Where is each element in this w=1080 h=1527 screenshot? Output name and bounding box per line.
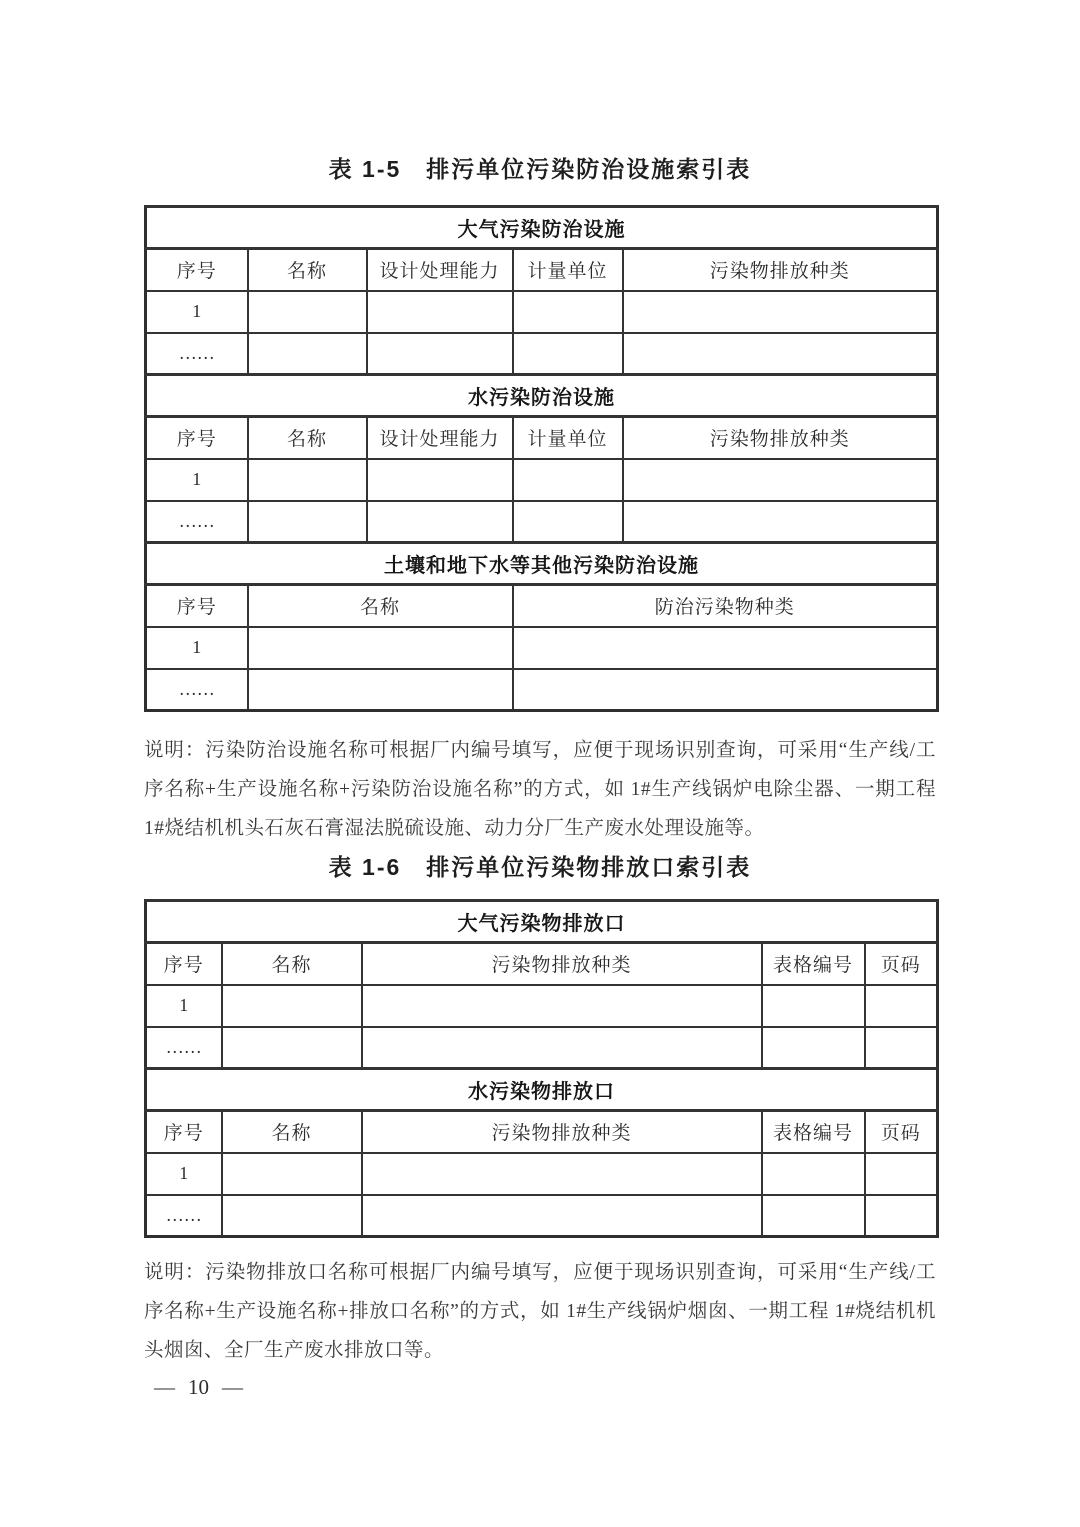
table-row <box>146 207 938 249</box>
table-row <box>146 985 938 1027</box>
empty-cell <box>865 985 938 1027</box>
section-header-soil-groundwater-facilities: 土壤和地下水等其他污染防治设施 <box>146 543 938 585</box>
empty-cell <box>222 1195 362 1237</box>
table-row <box>146 333 938 375</box>
row-index-cell: 1 <box>146 627 248 669</box>
table-row <box>146 627 938 669</box>
table-row <box>146 1111 938 1153</box>
empty-cell <box>623 291 938 333</box>
table-row <box>146 943 938 985</box>
empty-cell <box>362 1195 762 1237</box>
pollution-control-facility-index-table <box>144 205 939 712</box>
col-header-name: 名称 <box>222 1111 362 1153</box>
col-header-pollutant-type: 污染物排放种类 <box>362 943 762 985</box>
page-footer <box>154 1375 243 1400</box>
empty-cell <box>762 1153 865 1195</box>
col-header-seq: 序号 <box>146 943 222 985</box>
empty-cell <box>222 1027 362 1069</box>
table-row <box>146 459 938 501</box>
table-row <box>146 1069 938 1111</box>
empty-cell <box>865 1153 938 1195</box>
col-header-design-capacity: 设计处理能力 <box>367 249 513 291</box>
row-index-cell: 1 <box>146 985 222 1027</box>
empty-cell <box>367 333 513 375</box>
row-index-cell: …… <box>146 501 248 543</box>
col-header-name: 名称 <box>248 417 367 459</box>
col-header-name: 名称 <box>248 249 367 291</box>
empty-cell <box>623 501 938 543</box>
table-1-6-title: 表 1-6 排污单位污染物排放口索引表 <box>328 854 752 880</box>
col-header-page-number: 页码 <box>865 943 938 985</box>
col-header-name: 名称 <box>222 943 362 985</box>
col-header-pollutant-type: 污染物排放种类 <box>623 417 938 459</box>
empty-cell <box>248 501 367 543</box>
empty-cell <box>362 1027 762 1069</box>
col-header-prevented-pollutant-type: 防治污染物种类 <box>513 585 938 627</box>
empty-cell <box>367 501 513 543</box>
footer-dash-right: — <box>222 1375 243 1399</box>
table-row <box>146 417 938 459</box>
table-row <box>146 669 938 711</box>
empty-cell <box>513 459 623 501</box>
col-header-table-number: 表格编号 <box>762 943 865 985</box>
col-header-unit: 计量单位 <box>513 417 623 459</box>
empty-cell <box>222 1153 362 1195</box>
empty-cell <box>248 291 367 333</box>
row-index-cell: 1 <box>146 459 248 501</box>
col-header-name: 名称 <box>248 585 513 627</box>
empty-cell <box>623 459 938 501</box>
empty-cell <box>865 1195 938 1237</box>
col-header-page-number: 页码 <box>865 1111 938 1153</box>
table-row <box>146 375 938 417</box>
empty-cell <box>762 1195 865 1237</box>
col-header-seq: 序号 <box>146 1111 222 1153</box>
table-row <box>146 501 938 543</box>
table-row <box>146 291 938 333</box>
empty-cell <box>367 459 513 501</box>
section-header-water-outlets: 水污染物排放口 <box>146 1069 938 1111</box>
col-header-seq: 序号 <box>146 249 248 291</box>
col-header-pollutant-type: 污染物排放种类 <box>362 1111 762 1153</box>
document-page <box>144 0 936 1527</box>
table-row <box>146 1027 938 1069</box>
empty-cell <box>248 669 513 711</box>
table-row <box>146 1195 938 1237</box>
row-index-cell: …… <box>146 333 248 375</box>
page-number: 10 <box>188 1375 209 1399</box>
col-header-design-capacity: 设计处理能力 <box>367 417 513 459</box>
empty-cell <box>513 669 938 711</box>
empty-cell <box>762 985 865 1027</box>
table-row <box>146 249 938 291</box>
empty-cell <box>623 333 938 375</box>
table-row <box>146 543 938 585</box>
section-header-air-facilities: 大气污染防治设施 <box>146 207 938 249</box>
table-row <box>146 585 938 627</box>
empty-cell <box>248 627 513 669</box>
row-index-cell: …… <box>146 1195 222 1237</box>
empty-cell <box>222 985 362 1027</box>
table-1-6-note: 说明：污染物排放口名称可根据厂内编号填写，应便于现场识别查询，可采用“生产线/工序名称+生产设施名称+排放口名称”的方式，如 1#生产线锅炉烟囱、一期工程 1#烧结机机头烟囱、全厂生产废水排放口等。 <box>144 1262 936 1361</box>
col-header-unit: 计量单位 <box>513 249 623 291</box>
table-row <box>146 901 938 943</box>
row-index-cell: …… <box>146 669 248 711</box>
section-header-air-outlets: 大气污染物排放口 <box>146 901 938 943</box>
empty-cell <box>762 1027 865 1069</box>
empty-cell <box>513 333 623 375</box>
row-index-cell: …… <box>146 1027 222 1069</box>
table-1-5-title: 表 1-5 排污单位污染防治设施索引表 <box>328 156 752 182</box>
col-header-pollutant-type: 污染物排放种类 <box>623 249 938 291</box>
empty-cell <box>367 291 513 333</box>
empty-cell <box>513 627 938 669</box>
row-index-cell: 1 <box>146 291 248 333</box>
col-header-seq: 序号 <box>146 585 248 627</box>
empty-cell <box>248 459 367 501</box>
empty-cell <box>513 501 623 543</box>
empty-cell <box>362 1153 762 1195</box>
footer-dash-left: — <box>154 1375 175 1399</box>
empty-cell <box>865 1027 938 1069</box>
table-row <box>146 1153 938 1195</box>
col-header-table-number: 表格编号 <box>762 1111 865 1153</box>
empty-cell <box>248 333 367 375</box>
section-header-water-facilities: 水污染防治设施 <box>146 375 938 417</box>
empty-cell <box>362 985 762 1027</box>
col-header-seq: 序号 <box>146 417 248 459</box>
pollutant-outlet-index-table <box>144 899 939 1238</box>
row-index-cell: 1 <box>146 1153 222 1195</box>
table-1-5-note: 说明：污染防治设施名称可根据厂内编号填写，应便于现场识别查询，可采用“生产线/工序名称+生产设施名称+污染防治设施名称”的方式，如 1#生产线锅炉电除尘器、一期工程 1#烧结机机头石灰石膏湿法脱硫设施、动力分厂生产废水处理设施等。 <box>144 740 936 839</box>
empty-cell <box>513 291 623 333</box>
